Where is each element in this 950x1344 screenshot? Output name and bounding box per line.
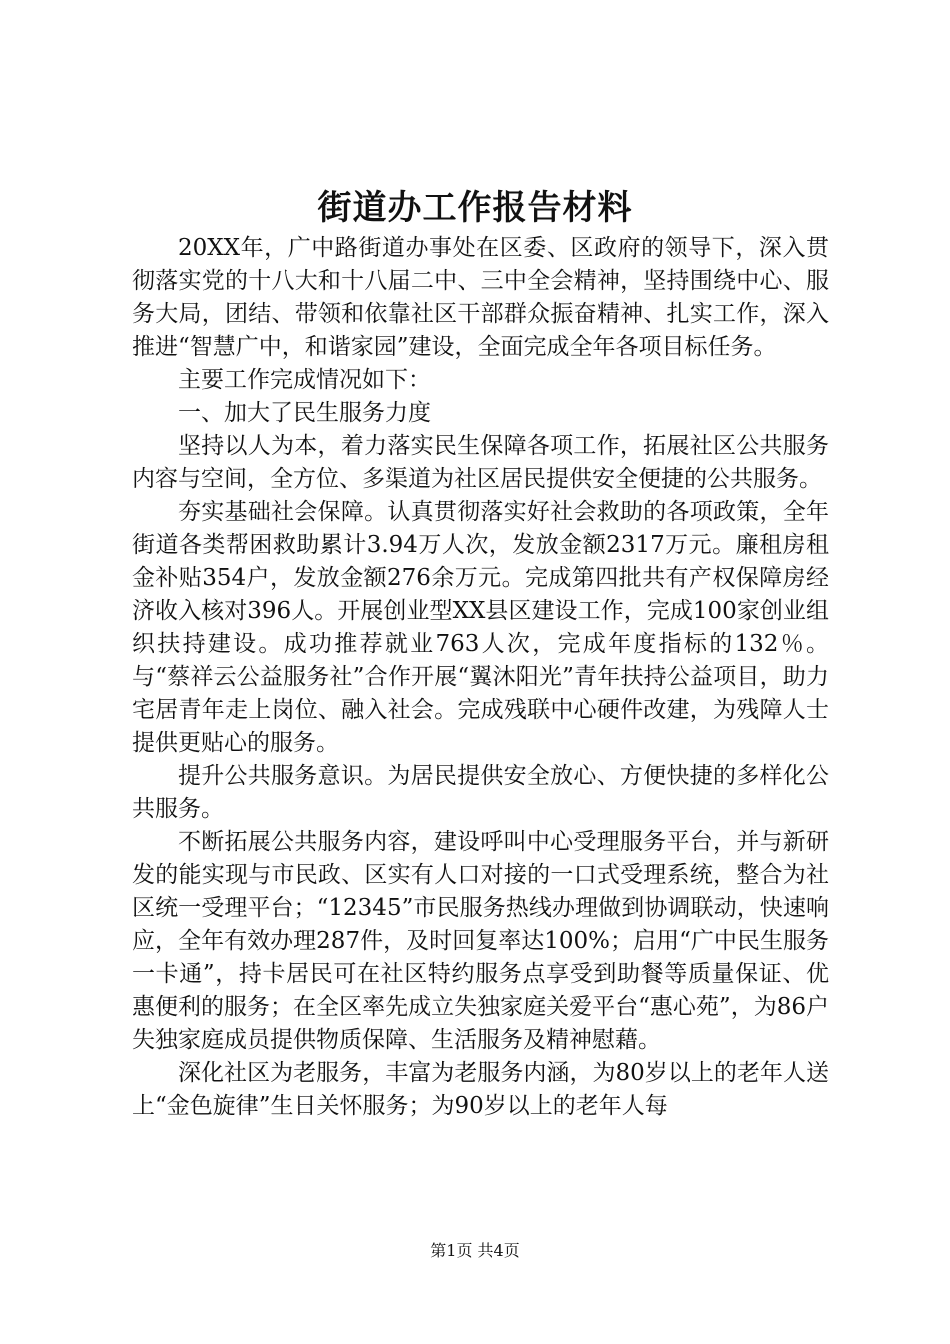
paragraph: 主要工作完成情况如下： [178, 367, 431, 393]
paragraph: 20XX年，广中路街道办事处在区委、区政府的领导下，深入贯彻落实党的十八大和十八届二中、三中全会精神，坚持围绕中心、服务大局，团结、带领和依靠社区干部群众振奋精神、扎实工作，深入推进“智慧广中，和谐家园”建设，全面完成全年各项目标任务。 [132, 235, 829, 360]
section-heading: 一、加大了民生服务力度 [178, 400, 431, 426]
paragraph: 坚持以人为本，着力落实民生保障各项工作，拓展社区公共服务内容与空间，全方位、多渠道为社区居民提供安全便捷的公共服务。 [132, 433, 829, 492]
paragraph: 深化社区为老服务，丰富为老服务内涵，为80岁以上的老年人送上“金色旋律”生日关怀服务；为90岁以上的老年人每 [132, 1060, 829, 1119]
document-title: 街道办工作报告材料 [317, 188, 633, 228]
page-number: 第1页 共4页 [430, 1241, 520, 1260]
document-body [132, 232, 829, 1123]
paragraph: 不断拓展公共服务内容，建设呼叫中心受理服务平台，并与新研发的能实现与市民政、区实有人口对接的一口式受理系统，整合为社区统一受理平台；“12345”市民服务热线办理做到协调联动，快速响应，全年有效办理287件，及时回复率达100%；启用“广中民生服务一卡通”，持卡居民可在社区特约服务点享受到助餐等质量保证、优惠便利的服务；在全区率先成立失独家庭关爱平台“惠心苑”，为86户失独家庭成员提供物质保障、生活服务及精神慰藉。 [132, 829, 829, 1053]
paragraph: 夯实基础社会保障。认真贯彻落实好社会救助的各项政策，全年街道各类帮困救助累计3.94万人次，发放金额2317万元。廉租房租金补贴354户，发放金额276余万元。完成第四批共有产权保障房经济收入核对396人。开展创业型XX县区建设工作，完成100家创业组织扶持建设。成功推荐就业763人次，完成年度指标的132％。与“蔡祥云公益服务社”合作开展“翼沐阳光”青年扶持公益项目，助力宅居青年走上岗位、融入社会。完成残联中心硬件改建，为残障人士提供更贴心的服务。 [132, 499, 829, 756]
paragraph: 提升公共服务意识。为居民提供安全放心、方便快捷的多样化公共服务。 [132, 763, 829, 822]
